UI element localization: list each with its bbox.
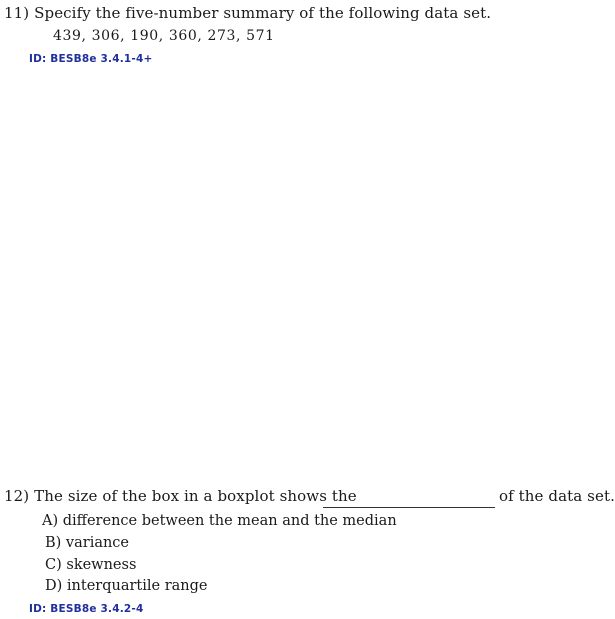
choice-b-letter: B) [45,535,62,551]
question-11-prompt: Specify the five-number summary of the following data set. [34,4,492,22]
choice-a-letter: A) [42,513,59,529]
choice-b-text: variance [65,535,130,551]
question-12-prompt-after: of the data set. [499,487,615,505]
choice-b[interactable] [45,534,129,552]
choice-d[interactable] [45,577,208,595]
question-11 [4,4,491,22]
question-12-prompt-before: The size of the box in a boxplot shows the [34,487,357,505]
question-11-data-set: 439, 306, 190, 360, 273, 571 [53,28,275,44]
question-11-id: ID: BESB8e 3.4.1-4+ [29,53,153,65]
question-11-number: 11) [4,4,30,22]
choice-d-letter: D) [45,578,63,594]
choice-c-letter: C) [45,557,62,573]
question-12-number: 12) [4,487,30,505]
choice-a[interactable] [42,512,397,530]
choice-a-text: difference between the mean and the median [62,513,397,529]
choice-d-text: interquartile range [66,578,208,594]
question-12 [4,487,357,505]
choice-c[interactable] [45,556,136,574]
choice-c-text: skewness [66,557,137,573]
answer-blank [323,507,495,508]
question-12-id: ID: BESB8e 3.4.2-4 [29,603,144,615]
